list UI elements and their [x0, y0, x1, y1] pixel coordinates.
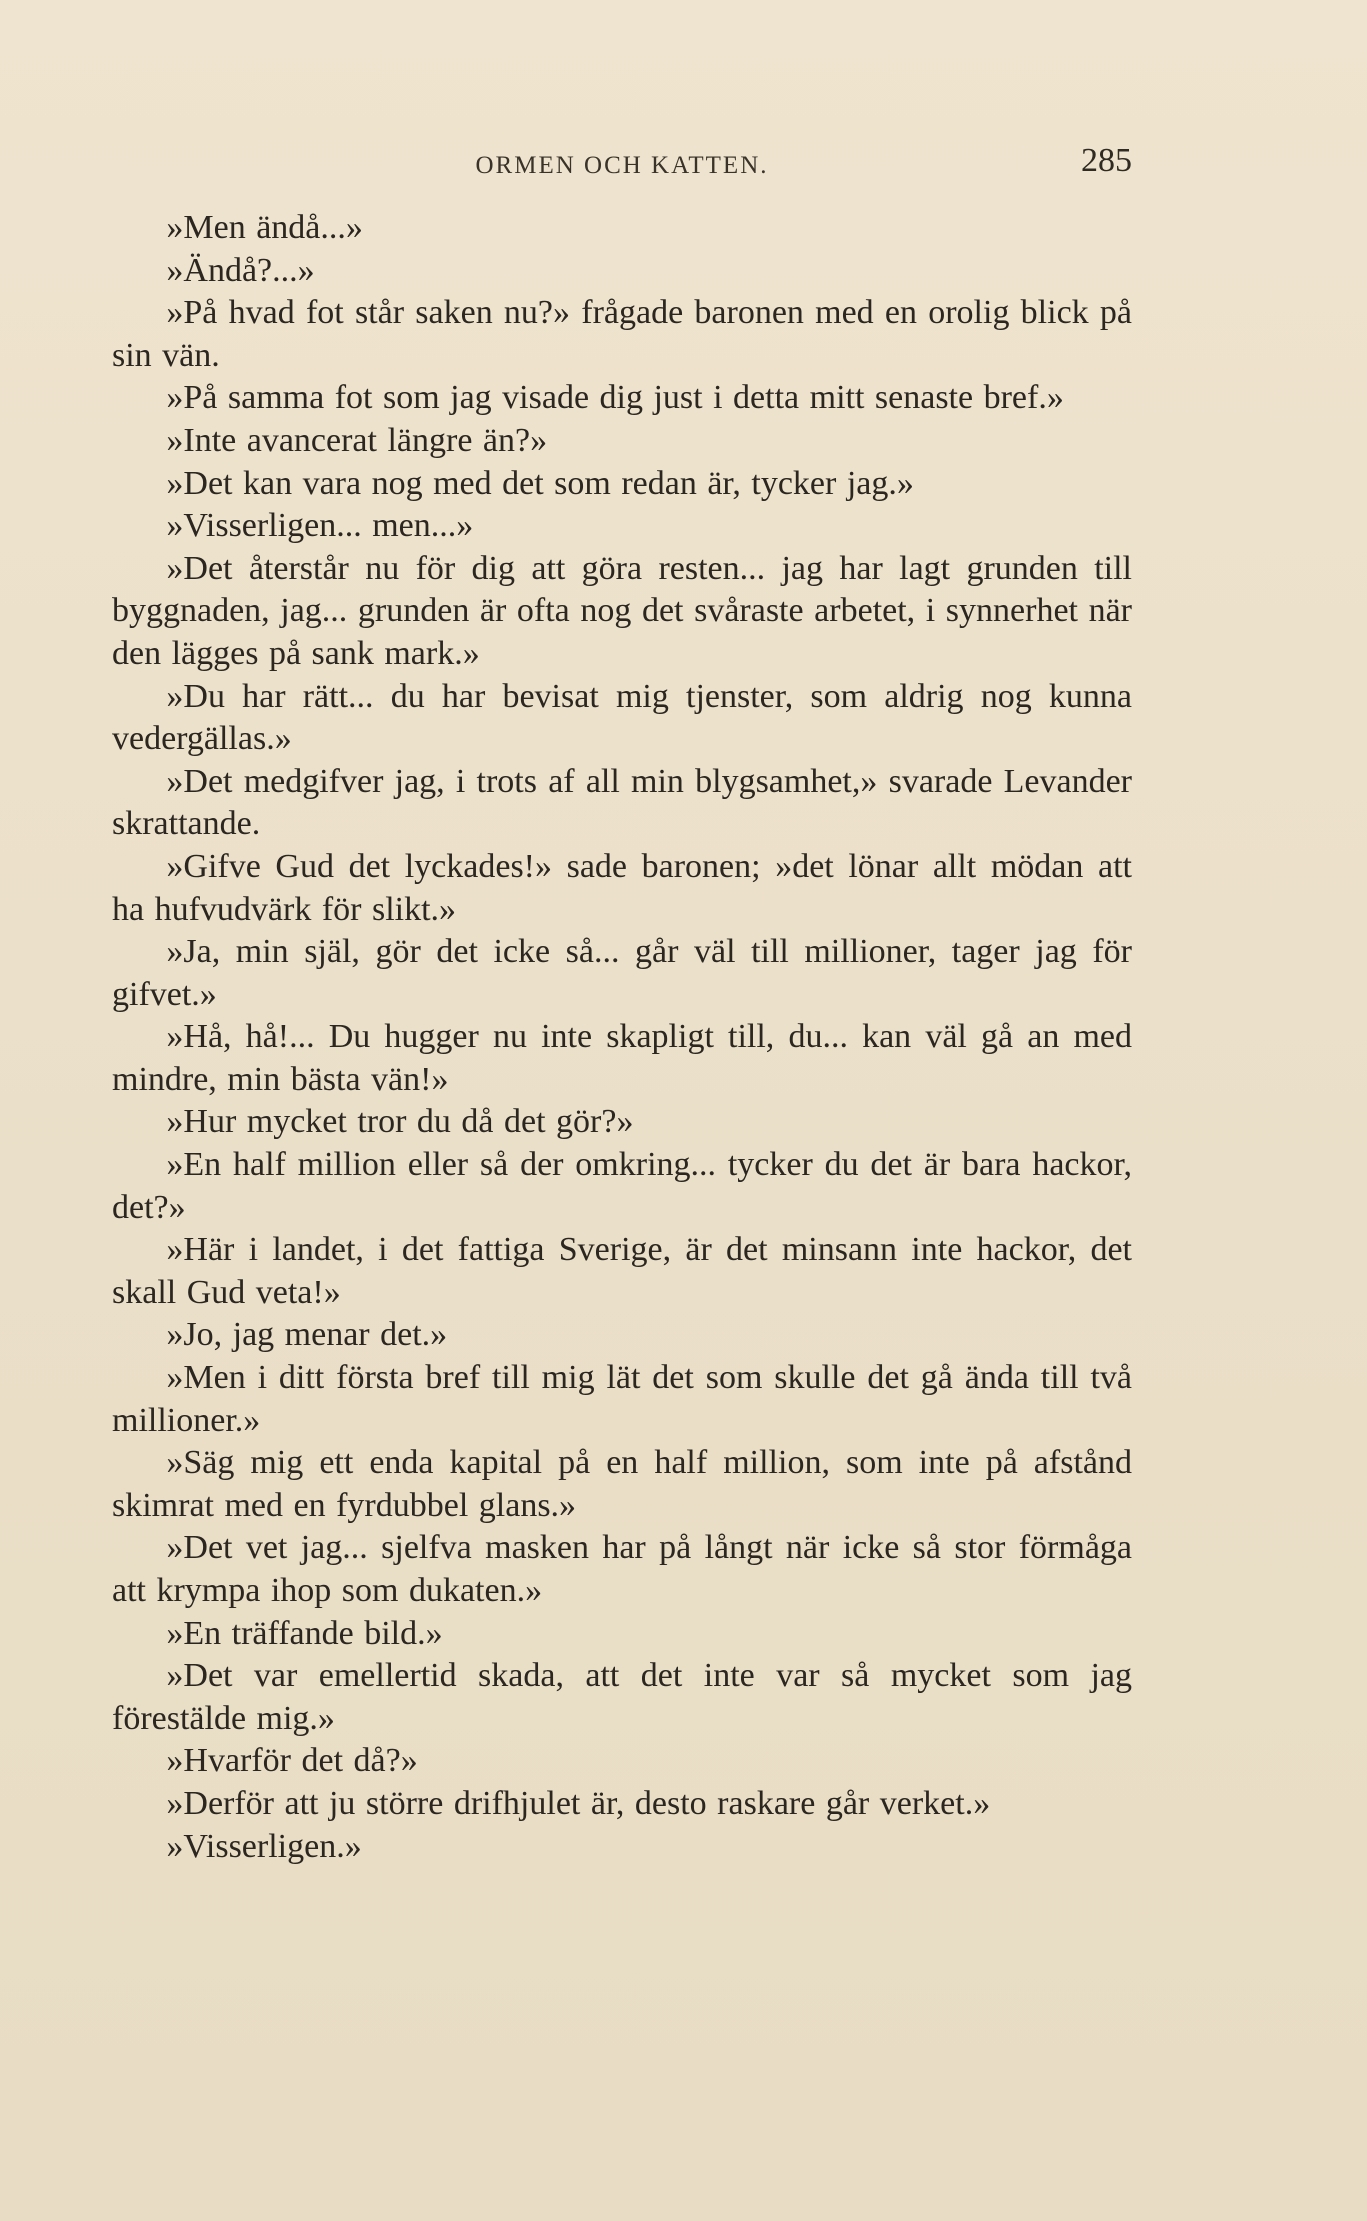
paragraph: »Ja, min själ, gör det icke så... går väl till millioner, tager jag för gifvet.» — [112, 933, 1132, 1013]
paragraph: »Ändå?...» — [166, 251, 315, 289]
paragraph: »Gifve Gud det lyckades!» sade baronen; »det lönar allt mödan att ha hufvudvärk för slikt.» — [112, 847, 1132, 928]
paragraph: »Det medgifver jag, i trots af all min blygsamhet,» svarade Levander skrattande. — [112, 762, 1132, 843]
paragraph: »Hur mycket tror du då det gör?» — [166, 1103, 634, 1141]
paragraph: »Hvarför det då?» — [166, 1742, 418, 1780]
paragraph: »Men ändå...» — [166, 209, 363, 246]
paragraph: »Det vet jag... sjelfva masken har på långt när icke så stor förmåga att krympa ihop som dukaten.» — [112, 1529, 1132, 1609]
paragraph: »Det kan vara nog med det som redan är, tycker jag.» — [166, 464, 914, 502]
paragraph: »På samma fot som jag visade dig just i detta mitt senaste bref.» — [166, 379, 1064, 417]
text-body — [112, 207, 1132, 1868]
paragraph: »Här i landet, i det fattiga Sverige, är det minsann inte hackor, det skall Gud veta!» — [112, 1231, 1132, 1311]
paragraph: »Visserligen.» — [166, 1827, 362, 1865]
paragraph: »Visserligen... men...» — [166, 507, 474, 545]
paragraph: »Jo, jag menar det.» — [166, 1316, 448, 1354]
paragraph: »En träffande bild.» — [166, 1614, 443, 1652]
running-header — [112, 138, 1132, 188]
paragraph: »Men i ditt första bref till mig lät det som skulle det gå ända till två millioner.» — [112, 1359, 1132, 1439]
paragraph: »Du har rätt... du har bevisat mig tjenster, som aldrig nog kunna vedergällas.» — [112, 677, 1132, 758]
paragraph: »Inte avancerat längre än?» — [166, 421, 548, 459]
paragraph: »Derför att ju större drifhjulet är, desto raskare går verket.» — [166, 1784, 991, 1822]
paragraph: »Säg mig ett enda kapital på en half million, som inte på afstånd skimrat med en fyrdubbel glans.» — [112, 1444, 1132, 1524]
running-title: ORMEN OCH KATTEN. — [475, 152, 769, 179]
paragraph: »På hvad fot står saken nu?» frågade baronen med en orolig blick på sin vän. — [112, 294, 1132, 374]
paragraph: »Det var emellertid skada, att det inte var så mycket som jag förestälde mig.» — [112, 1657, 1132, 1737]
paragraph: »Det återstår nu för dig att göra resten... jag har lagt grunden till byggnaden, jag... grunden är ofta nog det svåraste arbetet, i synnerhet när den lägges på sank mark.» — [112, 549, 1132, 672]
paragraph: »En half million eller så der omkring... tycker du det är bara hackor, det?» — [112, 1146, 1132, 1226]
paragraph: »Hå, hå!... Du hugger nu inte skapligt till, du... kan väl gå an med mindre, min bästa vän!» — [112, 1018, 1132, 1098]
page-number: 285 — [1081, 142, 1132, 179]
